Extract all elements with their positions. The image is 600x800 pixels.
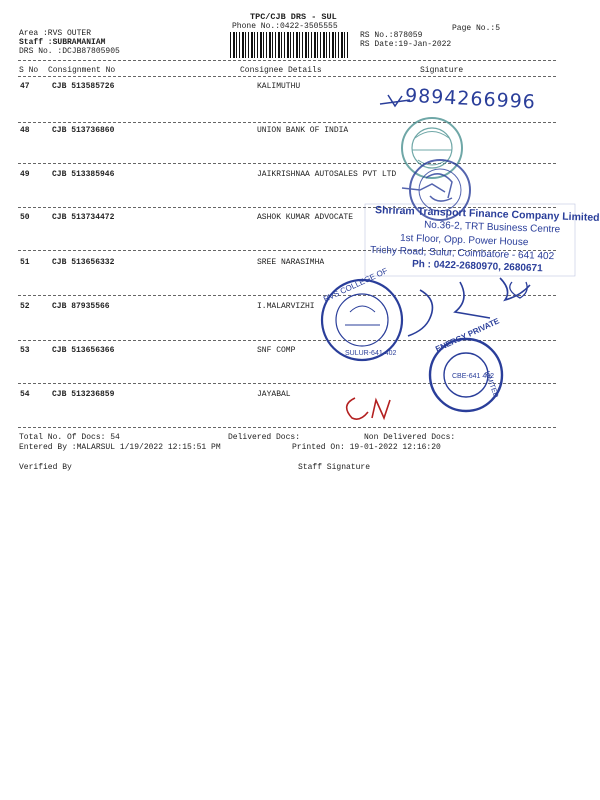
stamp-line: Shriram Transport Finance Company Limited	[374, 204, 600, 224]
row-consignment: CJB 513656332	[52, 258, 115, 267]
bank-seal-icon	[402, 118, 462, 178]
drs-number: DRS No. :DCJB87805905	[19, 47, 120, 56]
entered-by: Entered By :MALARSUL 1/19/2022 12:15:51 PM	[19, 443, 221, 452]
stamp-line: No.36-2, TRT Business Centre	[423, 219, 561, 236]
verified-by: Verified By	[19, 463, 72, 472]
col-sno: S No	[19, 66, 39, 75]
staff-signature: Staff Signature	[298, 463, 371, 472]
row-divider	[18, 427, 556, 428]
rs-number: RS No.:878059	[360, 31, 423, 40]
svg-text:SULUR-641 402: SULUR-641 402	[345, 350, 397, 357]
row-consignment: CJB 513236859	[52, 390, 115, 399]
signature-icon	[408, 278, 530, 336]
row-divider	[18, 295, 556, 296]
row-divider	[18, 383, 556, 384]
row-consignee: UNION BANK OF INDIA	[257, 126, 349, 135]
stamp-line: 1st Floor, Opp. Power House	[399, 232, 529, 249]
row-sno: 53	[20, 346, 30, 355]
document-title: TPC/CJB DRS - SUL	[250, 12, 337, 22]
area-label: Area :RVS OUTER	[19, 29, 92, 38]
svg-text:RVS COLLEGE OF: RVS COLLEGE OF	[322, 266, 389, 304]
row-sno: 49	[20, 170, 30, 179]
header-divider	[18, 60, 556, 61]
row-consignment: CJB 513736860	[52, 126, 115, 135]
row-sno: 52	[20, 302, 30, 311]
total-docs: Total No. Of Docs: 54	[19, 433, 120, 442]
non-delivered-docs: Non Delivered Docs:	[364, 433, 456, 442]
row-consignment: CJB 513385946	[52, 170, 115, 179]
row-sno: 54	[20, 390, 30, 399]
row-consignment: CJB 87935566	[52, 302, 110, 311]
row-divider	[18, 122, 556, 123]
svg-text:CBE-641 402: CBE-641 402	[452, 373, 495, 380]
printed-on: Printed On: 19-01-2022 12:16:20	[292, 443, 441, 452]
row-consignee: I.MALARVIZHI	[257, 302, 315, 311]
row-consignee: SREE NARASIMHA	[257, 258, 325, 267]
phone-number: Phone No.:0422-3505555	[232, 22, 338, 31]
private-limited-seal-icon	[430, 316, 502, 411]
row-consignment: CJB 513734472	[52, 213, 115, 222]
row-sno: 47	[20, 82, 30, 91]
row-divider	[18, 340, 556, 341]
svg-text:ENERGY PRIVATE: ENERGY PRIVATE	[434, 316, 501, 354]
college-seal-icon	[322, 266, 402, 360]
handwritten-phone: 9894266996	[404, 84, 537, 114]
barcode	[230, 32, 350, 58]
col-consignment: Consignment No	[48, 66, 116, 75]
stamp-line: Ph : 0422-2680970, 2680671	[411, 258, 543, 275]
svg-text:LIMITED: LIMITED	[483, 370, 500, 399]
row-sno: 48	[20, 126, 30, 135]
red-signature-icon	[347, 398, 390, 419]
row-consignee: JAYABAL	[257, 390, 291, 399]
col-consignee: Consignee Details	[240, 66, 322, 75]
column-divider	[18, 76, 556, 77]
row-consignment: CJB 513656366	[52, 346, 115, 355]
page-number: Page No.:5	[452, 24, 501, 33]
row-consignee: SNF COMP	[257, 346, 296, 355]
col-signature: Signature	[420, 66, 464, 75]
rs-date: RS Date:19-Jan-2022	[360, 40, 452, 49]
delivered-docs: Delivered Docs:	[228, 433, 301, 442]
row-divider	[18, 163, 556, 164]
row-sno: 51	[20, 258, 30, 267]
stamp-line: Trichy Road, Sulur, Coimbatore - 641 402	[369, 244, 555, 263]
staff-label: Staff :SUBRAMANIAM	[19, 38, 106, 47]
row-sno: 50	[20, 213, 30, 222]
row-consignee: KALIMUTHU	[257, 82, 301, 91]
row-consignment: CJB 513585726	[52, 82, 115, 91]
row-consignee: JAIKRISHNAA AUTOSALES PVT LTD	[257, 170, 397, 179]
row-consignee: ASHOK KUMAR ADVOCATE	[257, 213, 354, 222]
